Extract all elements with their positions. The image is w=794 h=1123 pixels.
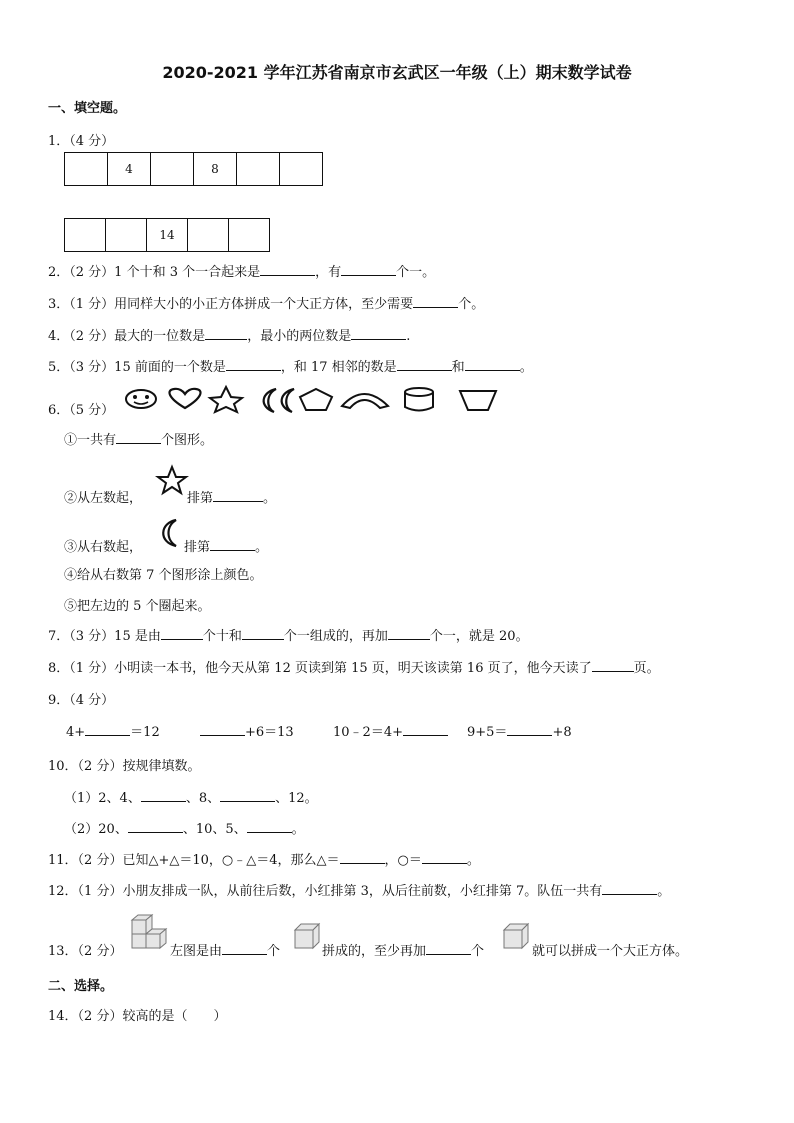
answer-blank[interactable] <box>161 627 203 640</box>
q3-text: 个。 <box>458 297 485 312</box>
q6-sub-4: ④给从右数第 7 个图形涂上颜色。 <box>64 568 263 583</box>
q6-label: 6．（5 分） <box>48 403 115 418</box>
q9-text: ＝12 <box>130 725 160 740</box>
q9-text: 10﹣2＝4+ <box>333 725 403 740</box>
question-3 <box>48 293 484 312</box>
q6-text: 个图形。 <box>161 433 214 448</box>
question-7 <box>48 625 529 644</box>
trapezoid-icon[interactable] <box>460 391 496 410</box>
q4-text: . <box>406 329 411 344</box>
q10-label: 10．（2 分）按规律填数。 <box>48 759 201 774</box>
q6-sub-3b <box>184 536 268 555</box>
question-8 <box>48 657 660 676</box>
cube-stack-icon <box>130 914 168 952</box>
q6-text: ③从右数起， <box>64 540 143 555</box>
q6-text: 排第 <box>184 540 211 555</box>
q3-text: 3．（1 分）用同样大小的小正方体拼成一个大正方体，至少需要 <box>48 297 414 312</box>
q7-text: 个十和 <box>202 629 242 644</box>
answer-blank[interactable] <box>351 327 406 340</box>
answer-blank[interactable] <box>128 820 183 833</box>
answer-blank[interactable] <box>116 431 161 444</box>
q11-text: 11．（2 分）已知△+△＝10，○﹣△＝4，那么△＝ <box>48 853 340 868</box>
q8-text: 8．（1 分）小明读一本书，他今天从第 12 页读到第 15 页，明天该读第 16 页了，他今天读了 <box>48 661 592 676</box>
answer-blank[interactable] <box>213 489 263 502</box>
q1-number-grid-1 <box>64 152 323 186</box>
answer-blank[interactable] <box>592 659 634 672</box>
answer-blank[interactable] <box>388 627 430 640</box>
grid-cell[interactable] <box>237 153 280 186</box>
answer-blank[interactable] <box>260 263 315 276</box>
q13-text-c: 就可以拼成一个大正方体。 <box>532 944 689 959</box>
q10-text: （1）2、4、 <box>64 791 141 806</box>
q2-text: 个一。 <box>396 265 436 280</box>
answer-blank[interactable] <box>403 723 448 736</box>
answer-blank[interactable] <box>507 723 552 736</box>
q13-text: 个 <box>471 944 485 959</box>
q6-sub-5: ⑤把左边的 5 个圈起来。 <box>64 599 211 614</box>
answer-blank[interactable] <box>222 942 267 955</box>
q2-text: 2．（2 分）1 个十和 3 个一合起来是 <box>48 265 261 280</box>
grid-cell[interactable] <box>229 219 270 252</box>
grid-cell: 8 <box>194 153 237 186</box>
q4-text: 4．（2 分）最大的一位数是 <box>48 329 206 344</box>
q5-text: 。 <box>519 360 533 375</box>
q7-text: 个一组成的，再加 <box>283 629 388 644</box>
grid-cell[interactable] <box>106 219 147 252</box>
answer-blank[interactable] <box>422 851 467 864</box>
q13-text: 左图是由 <box>170 944 223 959</box>
q5-text: ，和 17 相邻的数是 <box>280 360 397 375</box>
question-2 <box>48 261 435 280</box>
q1-label: 1．（4 分） <box>48 134 115 149</box>
answer-blank[interactable] <box>85 723 130 736</box>
q9-text: 4+ <box>66 725 86 740</box>
answer-blank[interactable] <box>397 358 452 371</box>
q13-text: 拼成的，至少再加 <box>322 944 427 959</box>
q12-text: 。 <box>657 884 671 899</box>
q2-text: ，有 <box>315 265 342 280</box>
page-title: 2020-2021 学年江苏省南京市玄武区一年级（上）期末数学试卷 <box>162 63 632 82</box>
cylinder-icon[interactable] <box>405 388 433 411</box>
grid-cell[interactable] <box>65 153 108 186</box>
answer-blank[interactable] <box>602 882 657 895</box>
answer-blank[interactable] <box>141 789 186 802</box>
q11-text: 。 <box>466 853 480 868</box>
q6-shapes-row <box>124 386 504 416</box>
q5-text: 和 <box>451 360 465 375</box>
answer-blank[interactable] <box>226 358 281 371</box>
answer-blank[interactable] <box>465 358 520 371</box>
grid-cell: 14 <box>147 219 188 252</box>
answer-blank[interactable] <box>426 942 471 955</box>
answer-blank[interactable] <box>340 851 385 864</box>
q13-text-b <box>322 940 484 959</box>
q9-eq-1 <box>66 721 160 740</box>
q9-label: 9．（4 分） <box>48 693 115 708</box>
q13-label: 13．（2 分） <box>48 944 123 959</box>
moon-icon[interactable] <box>264 389 294 412</box>
heart-icon[interactable] <box>169 389 200 408</box>
grid-cell[interactable] <box>188 219 229 252</box>
q10-text: 、12。 <box>275 791 318 806</box>
pentagon-icon[interactable] <box>300 389 332 410</box>
q10-part-1 <box>64 787 318 806</box>
q9-eq-3 <box>333 721 448 740</box>
q6-sub-1 <box>64 429 213 448</box>
question-14: 14．（2 分）较高的是（ ） <box>48 1009 227 1024</box>
q6-text: 。 <box>255 540 269 555</box>
arch-icon[interactable] <box>342 394 388 408</box>
moon-icon <box>158 518 184 548</box>
q6-text: ②从左数起， <box>64 491 143 506</box>
answer-blank[interactable] <box>220 789 275 802</box>
q6-sub-2 <box>64 487 142 506</box>
q10-text: （2）20、 <box>64 822 128 837</box>
q10-part-2 <box>64 818 305 837</box>
q6-sub-2b <box>187 487 276 506</box>
q9-text: +6＝13 <box>245 725 294 740</box>
q12-text: 12．（1 分）小朋友排成一队，从前往后数，小红排第 3，从后往前数，小红排第 7。队伍一共有 <box>48 884 603 899</box>
q6-text: 。 <box>263 491 277 506</box>
answer-blank[interactable] <box>341 263 396 276</box>
q6-sub-3 <box>64 536 142 555</box>
q10-text: 。 <box>291 822 305 837</box>
question-4 <box>48 325 410 344</box>
grid-cell[interactable] <box>65 219 106 252</box>
grid-cell[interactable] <box>151 153 194 186</box>
q9-eq-4 <box>467 721 572 740</box>
answer-blank[interactable] <box>200 723 245 736</box>
grid-cell[interactable] <box>280 153 323 186</box>
q9-eq-2 <box>200 721 294 740</box>
answer-blank[interactable] <box>210 538 255 551</box>
q13-text: 个 <box>267 944 281 959</box>
small-cube-icon <box>293 922 321 950</box>
answer-blank[interactable] <box>413 295 458 308</box>
q7-text: 个一，就是 20。 <box>429 629 529 644</box>
question-11 <box>48 849 480 868</box>
answer-blank[interactable] <box>247 820 292 833</box>
q13-text-a <box>170 940 280 959</box>
q6-text: ①一共有 <box>64 433 117 448</box>
star-icon <box>158 466 188 496</box>
q4-text: ，最小的两位数是 <box>247 329 352 344</box>
q8-text: 页。 <box>633 661 660 676</box>
q10-text: 、8、 <box>185 791 221 806</box>
q10-text: 、10、5、 <box>182 822 247 837</box>
q1-number-grid-2 <box>64 218 270 252</box>
q6-text: 排第 <box>187 491 214 506</box>
question-12 <box>48 880 670 899</box>
answer-blank[interactable] <box>205 327 247 340</box>
small-cube-icon <box>502 922 530 950</box>
section-fill-heading: 一、填空题。 <box>48 101 127 116</box>
question-5 <box>48 356 533 375</box>
section-choice-heading: 二、选择。 <box>48 979 114 994</box>
q9-text: 9+5＝ <box>467 725 508 740</box>
q5-text: 5．（3 分）15 前面的一个数是 <box>48 360 226 375</box>
q11-text: ，○＝ <box>384 853 422 868</box>
q9-text: +8 <box>552 725 572 740</box>
grid-cell: 4 <box>108 153 151 186</box>
star-icon[interactable] <box>210 387 242 412</box>
answer-blank[interactable] <box>242 627 284 640</box>
smiley-icon[interactable] <box>126 390 156 408</box>
q7-text: 7．（3 分）15 是由 <box>48 629 161 644</box>
